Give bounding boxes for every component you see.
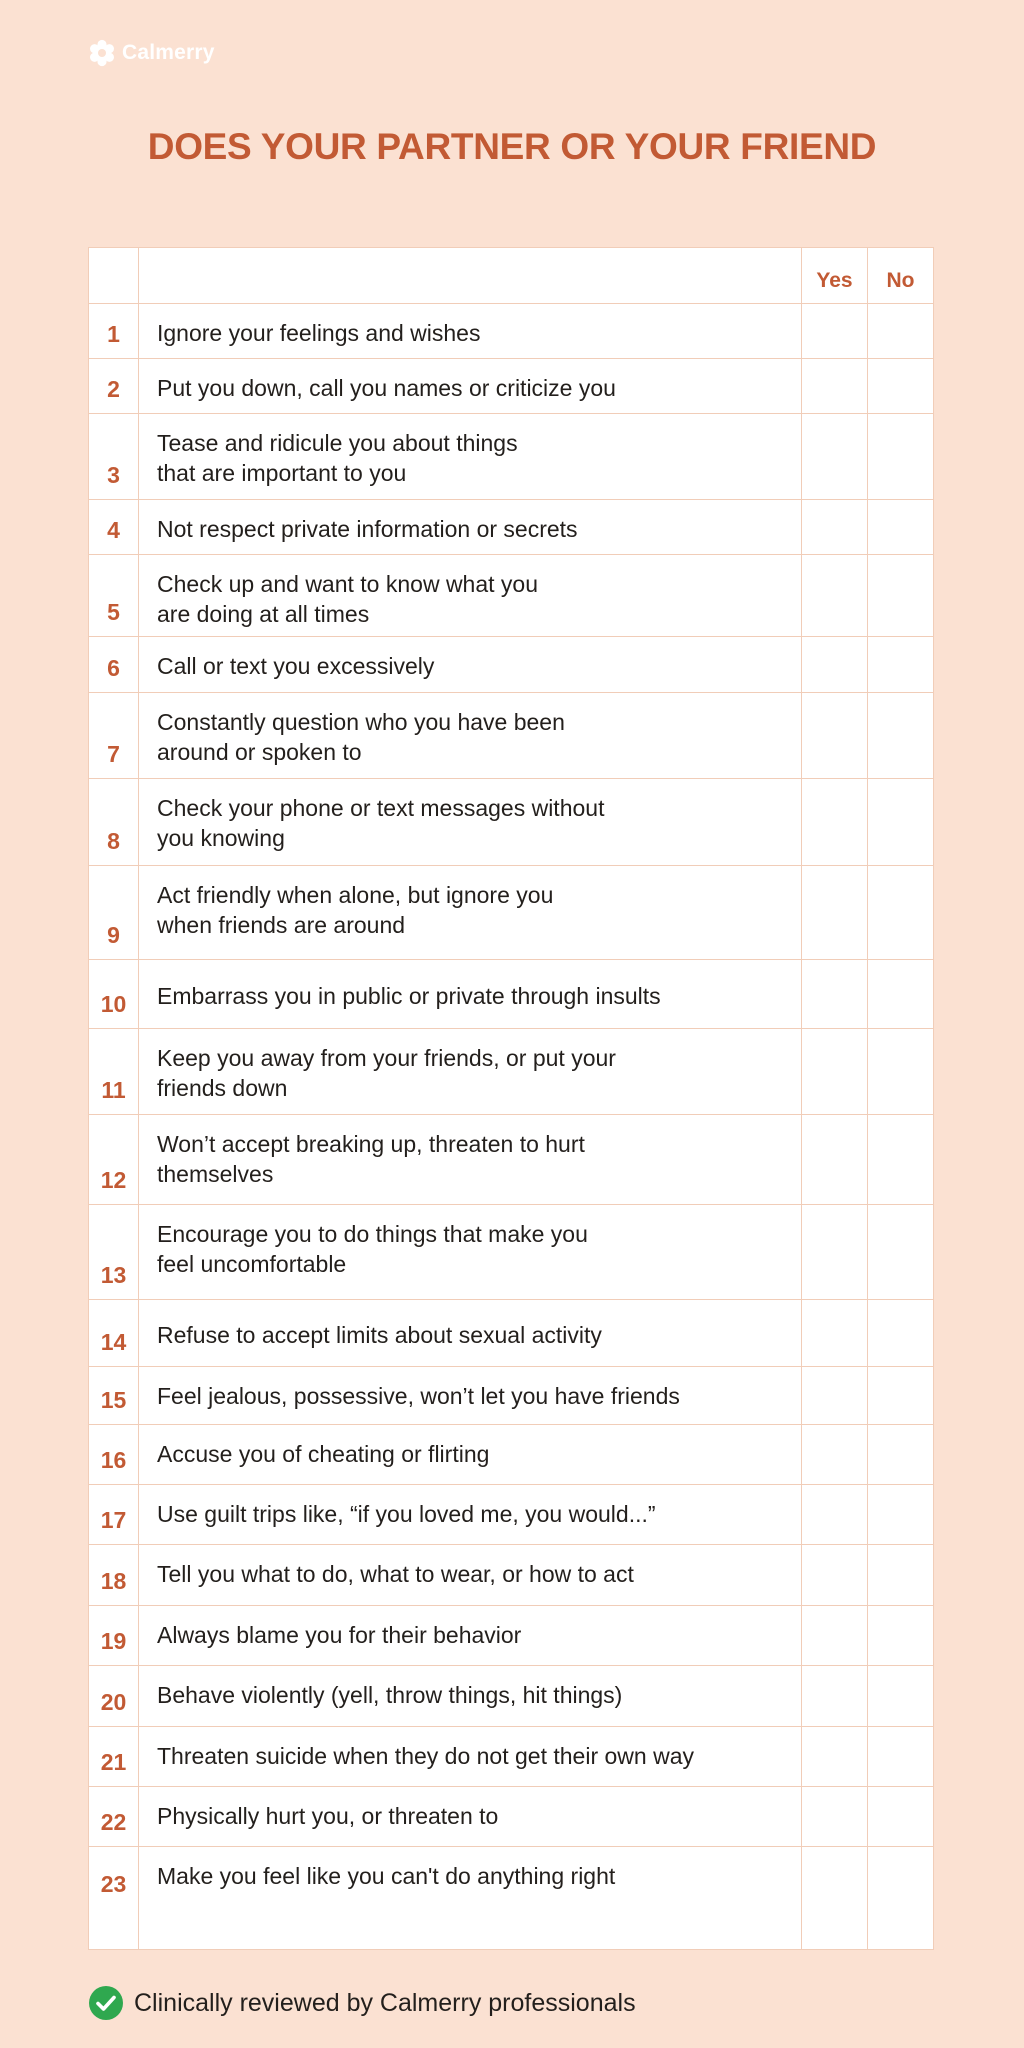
row-question: Check up and want to know what you are doing at all times	[139, 555, 802, 637]
header-no: No	[868, 248, 934, 304]
table-row	[89, 1666, 934, 1727]
no-checkbox-cell[interactable]	[868, 1606, 934, 1666]
row-question: Threaten suicide when they do not get their own way	[139, 1727, 802, 1787]
row-number: 21	[89, 1727, 139, 1787]
row-question: Make you feel like you can't do anything right	[139, 1847, 802, 1950]
row-question: Use guilt trips like, “if you loved me, you would...”	[139, 1485, 802, 1545]
no-checkbox-cell[interactable]	[868, 1367, 934, 1425]
table-row	[89, 1300, 934, 1367]
header-yes: Yes	[802, 248, 868, 304]
row-number: 23	[89, 1847, 139, 1950]
table-row	[89, 500, 934, 555]
page-title: DOES YOUR PARTNER OR YOUR FRIEND	[147, 126, 877, 167]
table-row	[89, 1367, 934, 1425]
table-row	[89, 1029, 934, 1115]
yes-checkbox-cell[interactable]	[802, 1115, 868, 1205]
no-checkbox-cell[interactable]	[868, 500, 934, 555]
row-number: 6	[89, 637, 139, 693]
yes-checkbox-cell[interactable]	[802, 500, 868, 555]
row-question: Refuse to accept limits about sexual activity	[139, 1300, 802, 1367]
yes-checkbox-cell[interactable]	[802, 1847, 868, 1950]
table-row	[89, 693, 934, 779]
yes-checkbox-cell[interactable]	[802, 1727, 868, 1787]
table-row	[89, 1545, 934, 1606]
no-checkbox-cell[interactable]	[868, 1205, 934, 1300]
no-checkbox-cell[interactable]	[868, 1115, 934, 1205]
row-number: 14	[89, 1300, 139, 1367]
row-number: 18	[89, 1545, 139, 1606]
row-question: Won’t accept breaking up, threaten to hurt themselves	[139, 1115, 802, 1205]
no-checkbox-cell[interactable]	[868, 693, 934, 779]
yes-checkbox-cell[interactable]	[802, 1300, 868, 1367]
footer-note	[88, 1985, 636, 2021]
table-row	[89, 1847, 934, 1950]
row-question: Ignore your feelings and wishes	[139, 304, 802, 359]
yes-checkbox-cell[interactable]	[802, 1606, 868, 1666]
yes-checkbox-cell[interactable]	[802, 1367, 868, 1425]
header-question-cell	[139, 248, 802, 304]
no-checkbox-cell[interactable]	[868, 304, 934, 359]
table-row	[89, 1485, 934, 1545]
no-checkbox-cell[interactable]	[868, 1425, 934, 1485]
no-checkbox-cell[interactable]	[868, 779, 934, 866]
row-number: 8	[89, 779, 139, 866]
row-question: Encourage you to do things that make you feel uncomfortable	[139, 1205, 802, 1300]
row-number: 15	[89, 1367, 139, 1425]
row-number: 17	[89, 1485, 139, 1545]
checklist-table	[88, 247, 934, 1950]
table-row	[89, 1606, 934, 1666]
row-question: Check your phone or text messages without you knowing	[139, 779, 802, 866]
table-row	[89, 1787, 934, 1847]
flower-logo-icon	[88, 39, 116, 67]
row-question: Tell you what to do, what to wear, or how to act	[139, 1545, 802, 1606]
no-checkbox-cell[interactable]	[868, 1727, 934, 1787]
no-checkbox-cell[interactable]	[868, 1545, 934, 1606]
table-row	[89, 1425, 934, 1485]
footer-text: Clinically reviewed by Calmerry professionals	[134, 1988, 636, 2017]
yes-checkbox-cell[interactable]	[802, 637, 868, 693]
yes-checkbox-cell[interactable]	[802, 693, 868, 779]
table-row	[89, 866, 934, 960]
row-question: Not respect private information or secrets	[139, 500, 802, 555]
table-row	[89, 779, 934, 866]
row-question: Physically hurt you, or threaten to	[139, 1787, 802, 1847]
table-row	[89, 555, 934, 637]
table-row	[89, 414, 934, 500]
no-checkbox-cell[interactable]	[868, 1787, 934, 1847]
table-row	[89, 960, 934, 1029]
table-row	[89, 304, 934, 359]
no-checkbox-cell[interactable]	[868, 637, 934, 693]
yes-checkbox-cell[interactable]	[802, 866, 868, 960]
row-question: Embarrass you in public or private through insults	[139, 960, 802, 1029]
yes-checkbox-cell[interactable]	[802, 555, 868, 637]
no-checkbox-cell[interactable]	[868, 1300, 934, 1367]
row-question: Keep you away from your friends, or put your friends down	[139, 1029, 802, 1115]
row-number: 10	[89, 960, 139, 1029]
row-number: 2	[89, 359, 139, 414]
row-question: Feel jealous, possessive, won’t let you have friends	[139, 1367, 802, 1425]
brand-name: Calmerry	[122, 41, 215, 64]
row-number: 13	[89, 1205, 139, 1300]
check-circle-icon	[88, 1985, 124, 2021]
row-question: Always blame you for their behavior	[139, 1606, 802, 1666]
row-number: 16	[89, 1425, 139, 1485]
row-number: 4	[89, 500, 139, 555]
no-checkbox-cell[interactable]	[868, 866, 934, 960]
yes-checkbox-cell[interactable]	[802, 960, 868, 1029]
row-number: 12	[89, 1115, 139, 1205]
table-row	[89, 1115, 934, 1205]
row-number: 3	[89, 414, 139, 500]
row-number: 9	[89, 866, 139, 960]
row-question: Act friendly when alone, but ignore you when friends are around	[139, 866, 802, 960]
no-checkbox-cell[interactable]	[868, 1666, 934, 1727]
no-checkbox-cell[interactable]	[868, 555, 934, 637]
yes-checkbox-cell[interactable]	[802, 414, 868, 500]
row-number: 19	[89, 1606, 139, 1666]
no-checkbox-cell[interactable]	[868, 359, 934, 414]
no-checkbox-cell[interactable]	[868, 1029, 934, 1115]
brand-logo	[88, 37, 215, 69]
row-number: 1	[89, 304, 139, 359]
yes-checkbox-cell[interactable]	[802, 1787, 868, 1847]
row-question: Constantly question who you have been around or spoken to	[139, 693, 802, 779]
table-header-row	[89, 248, 934, 304]
yes-checkbox-cell[interactable]	[802, 1029, 868, 1115]
row-number: 22	[89, 1787, 139, 1847]
yes-checkbox-cell[interactable]	[802, 304, 868, 359]
yes-checkbox-cell[interactable]	[802, 779, 868, 866]
row-number: 20	[89, 1666, 139, 1727]
row-number: 11	[89, 1029, 139, 1115]
yes-checkbox-cell[interactable]	[802, 1205, 868, 1300]
no-checkbox-cell[interactable]	[868, 1847, 934, 1950]
yes-checkbox-cell[interactable]	[802, 1545, 868, 1606]
table-row	[89, 637, 934, 693]
no-checkbox-cell[interactable]	[868, 414, 934, 500]
yes-checkbox-cell[interactable]	[802, 359, 868, 414]
row-question: Tease and ridicule you about things that are important to you	[139, 414, 802, 500]
table-row	[89, 359, 934, 414]
row-question: Call or text you excessively	[139, 637, 802, 693]
header-number-cell	[89, 248, 139, 304]
table-row	[89, 1205, 934, 1300]
row-question: Accuse you of cheating or flirting	[139, 1425, 802, 1485]
yes-checkbox-cell[interactable]	[802, 1425, 868, 1485]
yes-checkbox-cell[interactable]	[802, 1485, 868, 1545]
yes-checkbox-cell[interactable]	[802, 1666, 868, 1727]
table-row	[89, 1727, 934, 1787]
row-question: Put you down, call you names or criticize you	[139, 359, 802, 414]
no-checkbox-cell[interactable]	[868, 960, 934, 1029]
row-question: Behave violently (yell, throw things, hit things)	[139, 1666, 802, 1727]
row-number: 7	[89, 693, 139, 779]
row-number: 5	[89, 555, 139, 637]
no-checkbox-cell[interactable]	[868, 1485, 934, 1545]
